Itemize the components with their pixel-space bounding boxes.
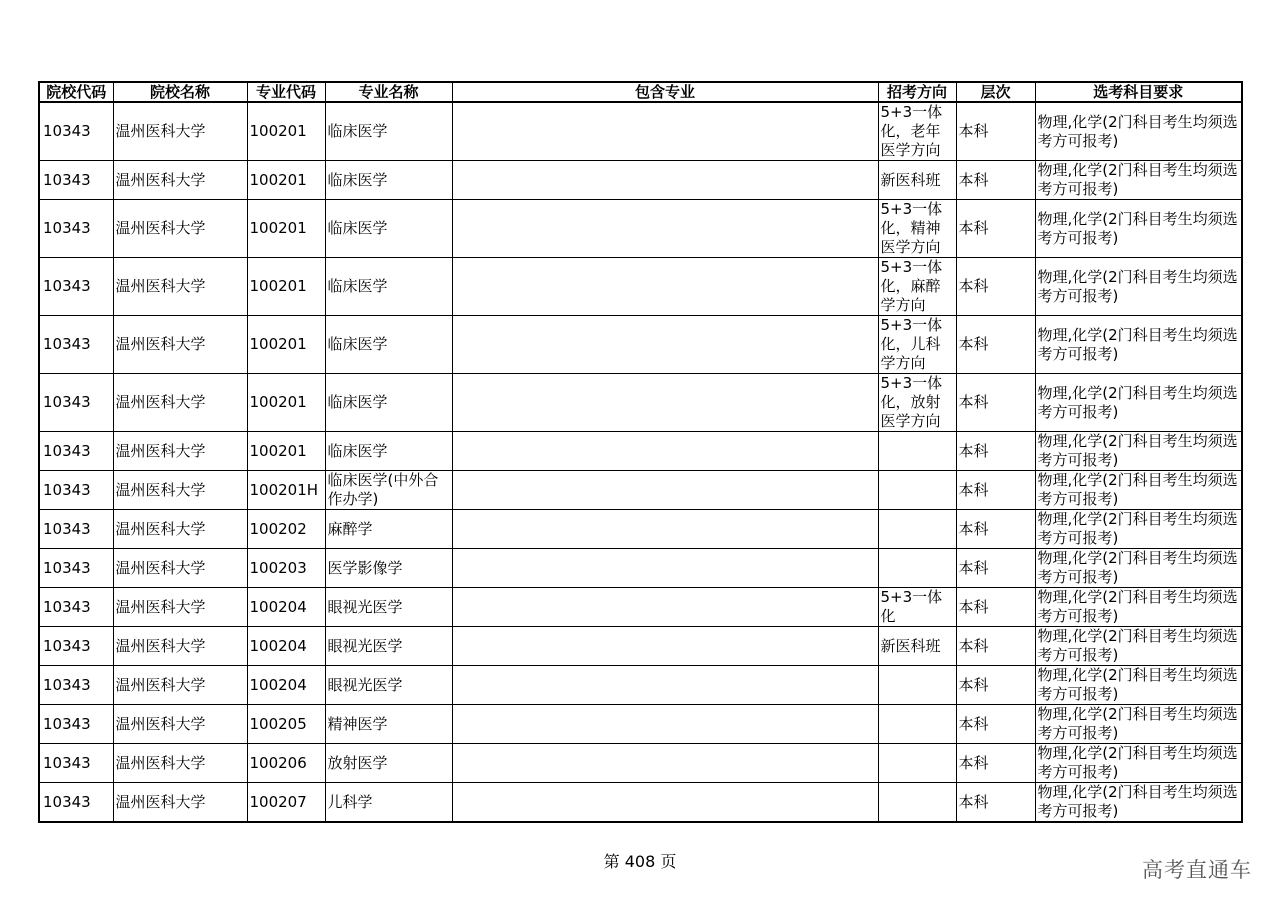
cell-major-code: 100201H — [247, 471, 325, 510]
table-row — [39, 744, 1242, 783]
cell-direction: 5+3一体化，麻醉学方向 — [878, 258, 956, 316]
cell-requirement: 物理,化学(2门科目考生均须选考方可报考) — [1035, 432, 1242, 471]
cell-school-code: 10343 — [39, 549, 113, 588]
cell-major-name: 临床医学 — [325, 374, 452, 432]
cell-major-name: 儿科学 — [325, 783, 452, 823]
cell-included-majors — [452, 374, 878, 432]
cell-requirement: 物理,化学(2门科目考生均须选考方可报考) — [1035, 471, 1242, 510]
cell-requirement: 物理,化学(2门科目考生均须选考方可报考) — [1035, 161, 1242, 200]
cell-major-name: 临床医学 — [325, 102, 452, 161]
cell-included-majors — [452, 627, 878, 666]
table-row — [39, 705, 1242, 744]
cell-included-majors — [452, 705, 878, 744]
cell-direction — [878, 744, 956, 783]
cell-level: 本科 — [956, 783, 1035, 823]
cell-level: 本科 — [956, 258, 1035, 316]
cell-direction — [878, 510, 956, 549]
table-row — [39, 588, 1242, 627]
cell-school-name: 温州医科大学 — [113, 588, 247, 627]
cell-major-code: 100201 — [247, 432, 325, 471]
cell-major-code: 100206 — [247, 744, 325, 783]
cell-school-code: 10343 — [39, 374, 113, 432]
cell-school-code: 10343 — [39, 432, 113, 471]
cell-requirement: 物理,化学(2门科目考生均须选考方可报考) — [1035, 374, 1242, 432]
cell-included-majors — [452, 161, 878, 200]
cell-requirement: 物理,化学(2门科目考生均须选考方可报考) — [1035, 549, 1242, 588]
cell-major-name: 临床医学(中外合作办学) — [325, 471, 452, 510]
cell-school-code: 10343 — [39, 666, 113, 705]
cell-included-majors — [452, 471, 878, 510]
table-row — [39, 783, 1242, 823]
table-row — [39, 666, 1242, 705]
cell-major-code: 100207 — [247, 783, 325, 823]
cell-school-code: 10343 — [39, 258, 113, 316]
cell-level: 本科 — [956, 666, 1035, 705]
cell-school-name: 温州医科大学 — [113, 627, 247, 666]
header-included-majors: 包含专业 — [452, 82, 878, 102]
cell-school-name: 温州医科大学 — [113, 744, 247, 783]
table-row — [39, 200, 1242, 258]
cell-school-name: 温州医科大学 — [113, 200, 247, 258]
header-major-name: 专业名称 — [325, 82, 452, 102]
cell-school-name: 温州医科大学 — [113, 666, 247, 705]
cell-direction — [878, 666, 956, 705]
cell-level: 本科 — [956, 316, 1035, 374]
cell-school-name: 温州医科大学 — [113, 432, 247, 471]
cell-school-name: 温州医科大学 — [113, 102, 247, 161]
cell-requirement: 物理,化学(2门科目考生均须选考方可报考) — [1035, 200, 1242, 258]
header-school-code: 院校代码 — [39, 82, 113, 102]
cell-major-code: 100201 — [247, 102, 325, 161]
cell-direction: 新医科班 — [878, 627, 956, 666]
cell-major-code: 100201 — [247, 374, 325, 432]
cell-included-majors — [452, 666, 878, 705]
cell-requirement: 物理,化学(2门科目考生均须选考方可报考) — [1035, 316, 1242, 374]
cell-direction: 5+3一体化，老年医学方向 — [878, 102, 956, 161]
cell-school-name: 温州医科大学 — [113, 549, 247, 588]
cell-major-name: 放射医学 — [325, 744, 452, 783]
cell-direction: 新医科班 — [878, 161, 956, 200]
cell-major-code: 100201 — [247, 316, 325, 374]
cell-major-name: 眼视光医学 — [325, 588, 452, 627]
cell-requirement: 物理,化学(2门科目考生均须选考方可报考) — [1035, 666, 1242, 705]
cell-major-code: 100203 — [247, 549, 325, 588]
cell-major-name: 医学影像学 — [325, 549, 452, 588]
table-row — [39, 627, 1242, 666]
cell-requirement: 物理,化学(2门科目考生均须选考方可报考) — [1035, 627, 1242, 666]
cell-major-code: 100205 — [247, 705, 325, 744]
admission-table — [38, 81, 1243, 823]
page-number: 第 408 页 — [603, 852, 677, 871]
cell-level: 本科 — [956, 200, 1035, 258]
cell-level: 本科 — [956, 744, 1035, 783]
cell-major-code: 100201 — [247, 161, 325, 200]
cell-level: 本科 — [956, 627, 1035, 666]
cell-school-code: 10343 — [39, 161, 113, 200]
cell-major-name: 眼视光医学 — [325, 666, 452, 705]
cell-school-name: 温州医科大学 — [113, 471, 247, 510]
cell-major-name: 临床医学 — [325, 432, 452, 471]
cell-school-name: 温州医科大学 — [113, 510, 247, 549]
cell-included-majors — [452, 200, 878, 258]
cell-major-code: 100202 — [247, 510, 325, 549]
cell-included-majors — [452, 316, 878, 374]
cell-school-name: 温州医科大学 — [113, 316, 247, 374]
cell-major-name: 临床医学 — [325, 316, 452, 374]
cell-major-name: 精神医学 — [325, 705, 452, 744]
cell-school-code: 10343 — [39, 588, 113, 627]
cell-requirement: 物理,化学(2门科目考生均须选考方可报考) — [1035, 510, 1242, 549]
cell-direction — [878, 471, 956, 510]
cell-direction: 5+3一体化 — [878, 588, 956, 627]
cell-school-code: 10343 — [39, 510, 113, 549]
cell-major-code: 100204 — [247, 627, 325, 666]
cell-school-code: 10343 — [39, 471, 113, 510]
cell-school-code: 10343 — [39, 744, 113, 783]
cell-school-name: 温州医科大学 — [113, 783, 247, 823]
cell-level: 本科 — [956, 374, 1035, 432]
cell-school-code: 10343 — [39, 627, 113, 666]
cell-school-code: 10343 — [39, 316, 113, 374]
watermark-text: 高考直通车 — [1142, 858, 1252, 882]
header-direction: 招考方向 — [878, 82, 956, 102]
cell-requirement: 物理,化学(2门科目考生均须选考方可报考) — [1035, 783, 1242, 823]
cell-level: 本科 — [956, 102, 1035, 161]
cell-included-majors — [452, 588, 878, 627]
cell-major-name: 临床医学 — [325, 161, 452, 200]
header-row — [39, 82, 1242, 102]
table-row — [39, 510, 1242, 549]
header-school-name: 院校名称 — [113, 82, 247, 102]
cell-major-name: 临床医学 — [325, 200, 452, 258]
cell-included-majors — [452, 549, 878, 588]
cell-major-name: 临床医学 — [325, 258, 452, 316]
table-row — [39, 258, 1242, 316]
cell-level: 本科 — [956, 432, 1035, 471]
cell-major-code: 100201 — [247, 200, 325, 258]
cell-school-name: 温州医科大学 — [113, 374, 247, 432]
table-row — [39, 432, 1242, 471]
cell-major-code: 100204 — [247, 666, 325, 705]
cell-included-majors — [452, 744, 878, 783]
cell-included-majors — [452, 510, 878, 549]
cell-major-code: 100204 — [247, 588, 325, 627]
cell-direction: 5+3一体化，精神医学方向 — [878, 200, 956, 258]
cell-requirement: 物理,化学(2门科目考生均须选考方可报考) — [1035, 744, 1242, 783]
cell-included-majors — [452, 783, 878, 823]
cell-requirement: 物理,化学(2门科目考生均须选考方可报考) — [1035, 258, 1242, 316]
cell-major-name: 麻醉学 — [325, 510, 452, 549]
cell-school-name: 温州医科大学 — [113, 258, 247, 316]
cell-major-name: 眼视光医学 — [325, 627, 452, 666]
cell-requirement: 物理,化学(2门科目考生均须选考方可报考) — [1035, 705, 1242, 744]
header-level: 层次 — [956, 82, 1035, 102]
table-row — [39, 161, 1242, 200]
table-body — [39, 102, 1242, 822]
cell-school-code: 10343 — [39, 200, 113, 258]
cell-school-name: 温州医科大学 — [113, 161, 247, 200]
cell-included-majors — [452, 258, 878, 316]
header-major-code: 专业代码 — [247, 82, 325, 102]
cell-level: 本科 — [956, 161, 1035, 200]
cell-major-code: 100201 — [247, 258, 325, 316]
cell-included-majors — [452, 432, 878, 471]
cell-direction — [878, 432, 956, 471]
cell-level: 本科 — [956, 510, 1035, 549]
cell-included-majors — [452, 102, 878, 161]
cell-direction: 5+3一体化，儿科学方向 — [878, 316, 956, 374]
cell-school-code: 10343 — [39, 102, 113, 161]
cell-requirement: 物理,化学(2门科目考生均须选考方可报考) — [1035, 102, 1242, 161]
table-row — [39, 102, 1242, 161]
table-row — [39, 316, 1242, 374]
header-requirement: 选考科目要求 — [1035, 82, 1242, 102]
cell-direction: 5+3一体化，放射医学方向 — [878, 374, 956, 432]
cell-level: 本科 — [956, 588, 1035, 627]
cell-level: 本科 — [956, 705, 1035, 744]
cell-school-code: 10343 — [39, 783, 113, 823]
cell-school-code: 10343 — [39, 705, 113, 744]
cell-direction — [878, 783, 956, 823]
cell-direction — [878, 705, 956, 744]
table-row — [39, 471, 1242, 510]
cell-level: 本科 — [956, 471, 1035, 510]
cell-school-name: 温州医科大学 — [113, 705, 247, 744]
table-row — [39, 549, 1242, 588]
table-row — [39, 374, 1242, 432]
cell-direction — [878, 549, 956, 588]
cell-level: 本科 — [956, 549, 1035, 588]
cell-requirement: 物理,化学(2门科目考生均须选考方可报考) — [1035, 588, 1242, 627]
